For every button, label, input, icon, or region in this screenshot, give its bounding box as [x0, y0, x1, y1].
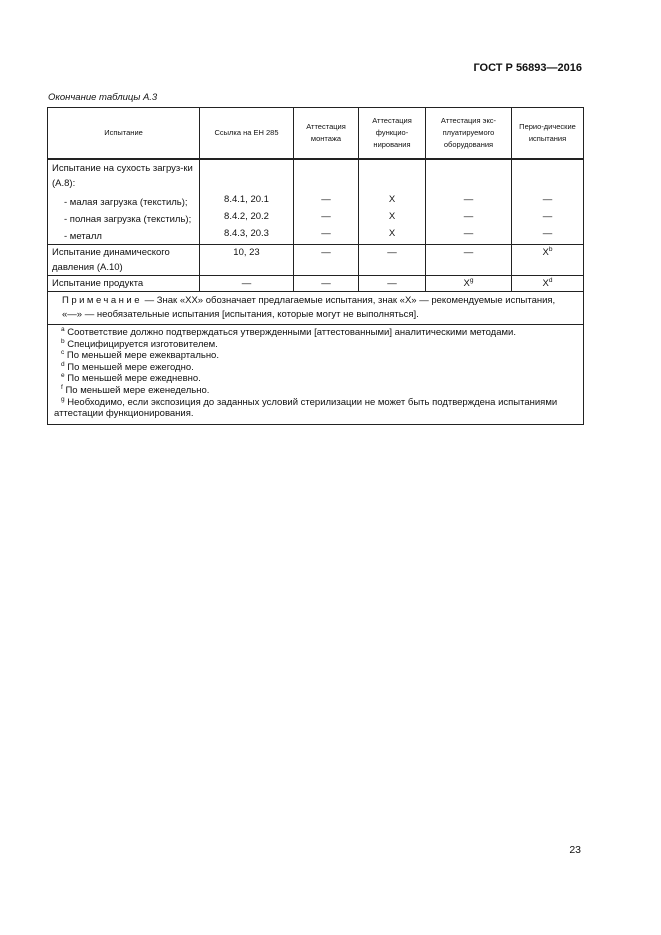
row-name: - полная загрузка (текстиль);	[64, 214, 192, 225]
footnote-ref: b	[548, 246, 553, 253]
note-label: Примечание	[62, 295, 142, 306]
cell-value: X	[463, 278, 470, 289]
cell-reference: 8.4.3, 20.3	[224, 228, 269, 239]
cell-installation: —	[321, 228, 331, 239]
page-number: 23	[569, 844, 581, 856]
footnote-text: Соответствие должно подтверждаться утвержденными [аттестованными] аналитическими методами.	[64, 327, 516, 338]
cell-operational: —	[463, 211, 474, 222]
table-caption: Окончание таблицы А.3	[48, 92, 158, 103]
col-header-functional: Аттестация функцио-нирования	[359, 108, 426, 160]
row-name: Испытание динамического давления (А.10)	[48, 245, 200, 276]
col-header-periodic: Перио-дические испытания	[512, 108, 584, 160]
table-footnotes	[48, 325, 584, 425]
footnote-mark: e	[61, 372, 65, 380]
cell-value: X	[542, 278, 549, 289]
cell-installation: —	[294, 245, 359, 276]
note-row	[48, 292, 584, 325]
footnote	[54, 397, 577, 420]
cell-functional: X	[388, 194, 396, 205]
note-text: — Знак «XX» обозначает предлагаемые испытания, знак «X» — рекомендуемые испытания, «—» — необязательные испытания [испытания, которые могут не выполняться].	[62, 295, 556, 320]
footnotes-row	[48, 325, 584, 425]
table-header-row	[48, 108, 584, 160]
cell-functional: X	[388, 211, 396, 222]
footnote	[54, 373, 577, 385]
cell-installation: —	[294, 276, 359, 292]
cell-reference: 8.4.1, 20.1	[224, 194, 269, 205]
cell-periodic: —	[542, 211, 553, 222]
row-name: - металл	[64, 231, 102, 242]
footnote-text: Необходимо, если экспозиция до заданных условий стерилизации не может быть подтверждена испытаниями аттестации функционирования.	[54, 396, 558, 420]
cell-installation: —	[321, 194, 331, 205]
cell-reference: 8.4.2, 20.2	[224, 211, 269, 222]
row-name: - малая загрузка (текстиль);	[64, 197, 188, 208]
cell-periodic: —	[542, 194, 553, 205]
footnote-text: По меньшей мере ежедневно.	[64, 373, 201, 385]
footnote-mark: g	[61, 395, 65, 403]
group-label-dryness: Испытание на сухость загруз-ки (А.8):	[52, 163, 193, 189]
col-header-operational: Аттестация экс-плуатируемого оборудования	[426, 108, 512, 160]
footnote	[54, 385, 577, 397]
footnote-mark: d	[61, 360, 65, 368]
cell-operational: —	[463, 194, 474, 205]
cell-functional: —	[359, 245, 426, 276]
cell-periodic	[512, 245, 584, 276]
cell-periodic: —	[542, 228, 553, 239]
footnote	[54, 327, 577, 339]
footnote	[54, 350, 577, 362]
col-header-reference: Ссылка на ЕН 285	[200, 108, 294, 160]
cell-reference: 10, 23	[200, 245, 294, 276]
footnote-mark: a	[61, 326, 65, 333]
footnote-text: По меньшей мере еженедельно.	[62, 384, 210, 396]
footnote	[54, 362, 577, 374]
cell-installation: —	[321, 211, 331, 222]
cell-periodic	[512, 276, 584, 292]
footnote-ref: d	[548, 277, 553, 284]
col-header-test: Испытание	[48, 108, 200, 160]
footnote-mark: b	[61, 337, 65, 345]
cell-functional: —	[359, 276, 426, 292]
footnote-mark: f	[61, 383, 63, 391]
footnote	[54, 339, 577, 351]
footnote-text: По меньшей мере ежеквартально.	[64, 350, 219, 362]
footnote-text: По меньшей мере ежегодно.	[64, 361, 194, 373]
cell-value: X	[542, 247, 549, 258]
row-name: Испытание продукта	[48, 276, 200, 292]
cell-operational	[426, 276, 512, 292]
footnote-text: Специфицируется изготовителем.	[64, 338, 218, 350]
footnote-mark: c	[61, 349, 65, 357]
table-row	[48, 245, 584, 276]
footnote-ref: g	[469, 277, 474, 284]
standard-number: ГОСТ Р 56893—2016	[473, 62, 582, 74]
table-note	[48, 292, 584, 325]
cell-functional: X	[388, 228, 396, 239]
cell-operational: —	[426, 245, 512, 276]
table-row	[48, 159, 584, 245]
col-header-installation: Аттестация монтажа	[294, 108, 359, 160]
cell-operational: —	[463, 228, 474, 239]
cell-reference: —	[200, 276, 294, 292]
table-row	[48, 276, 584, 292]
requirements-table	[47, 107, 584, 425]
